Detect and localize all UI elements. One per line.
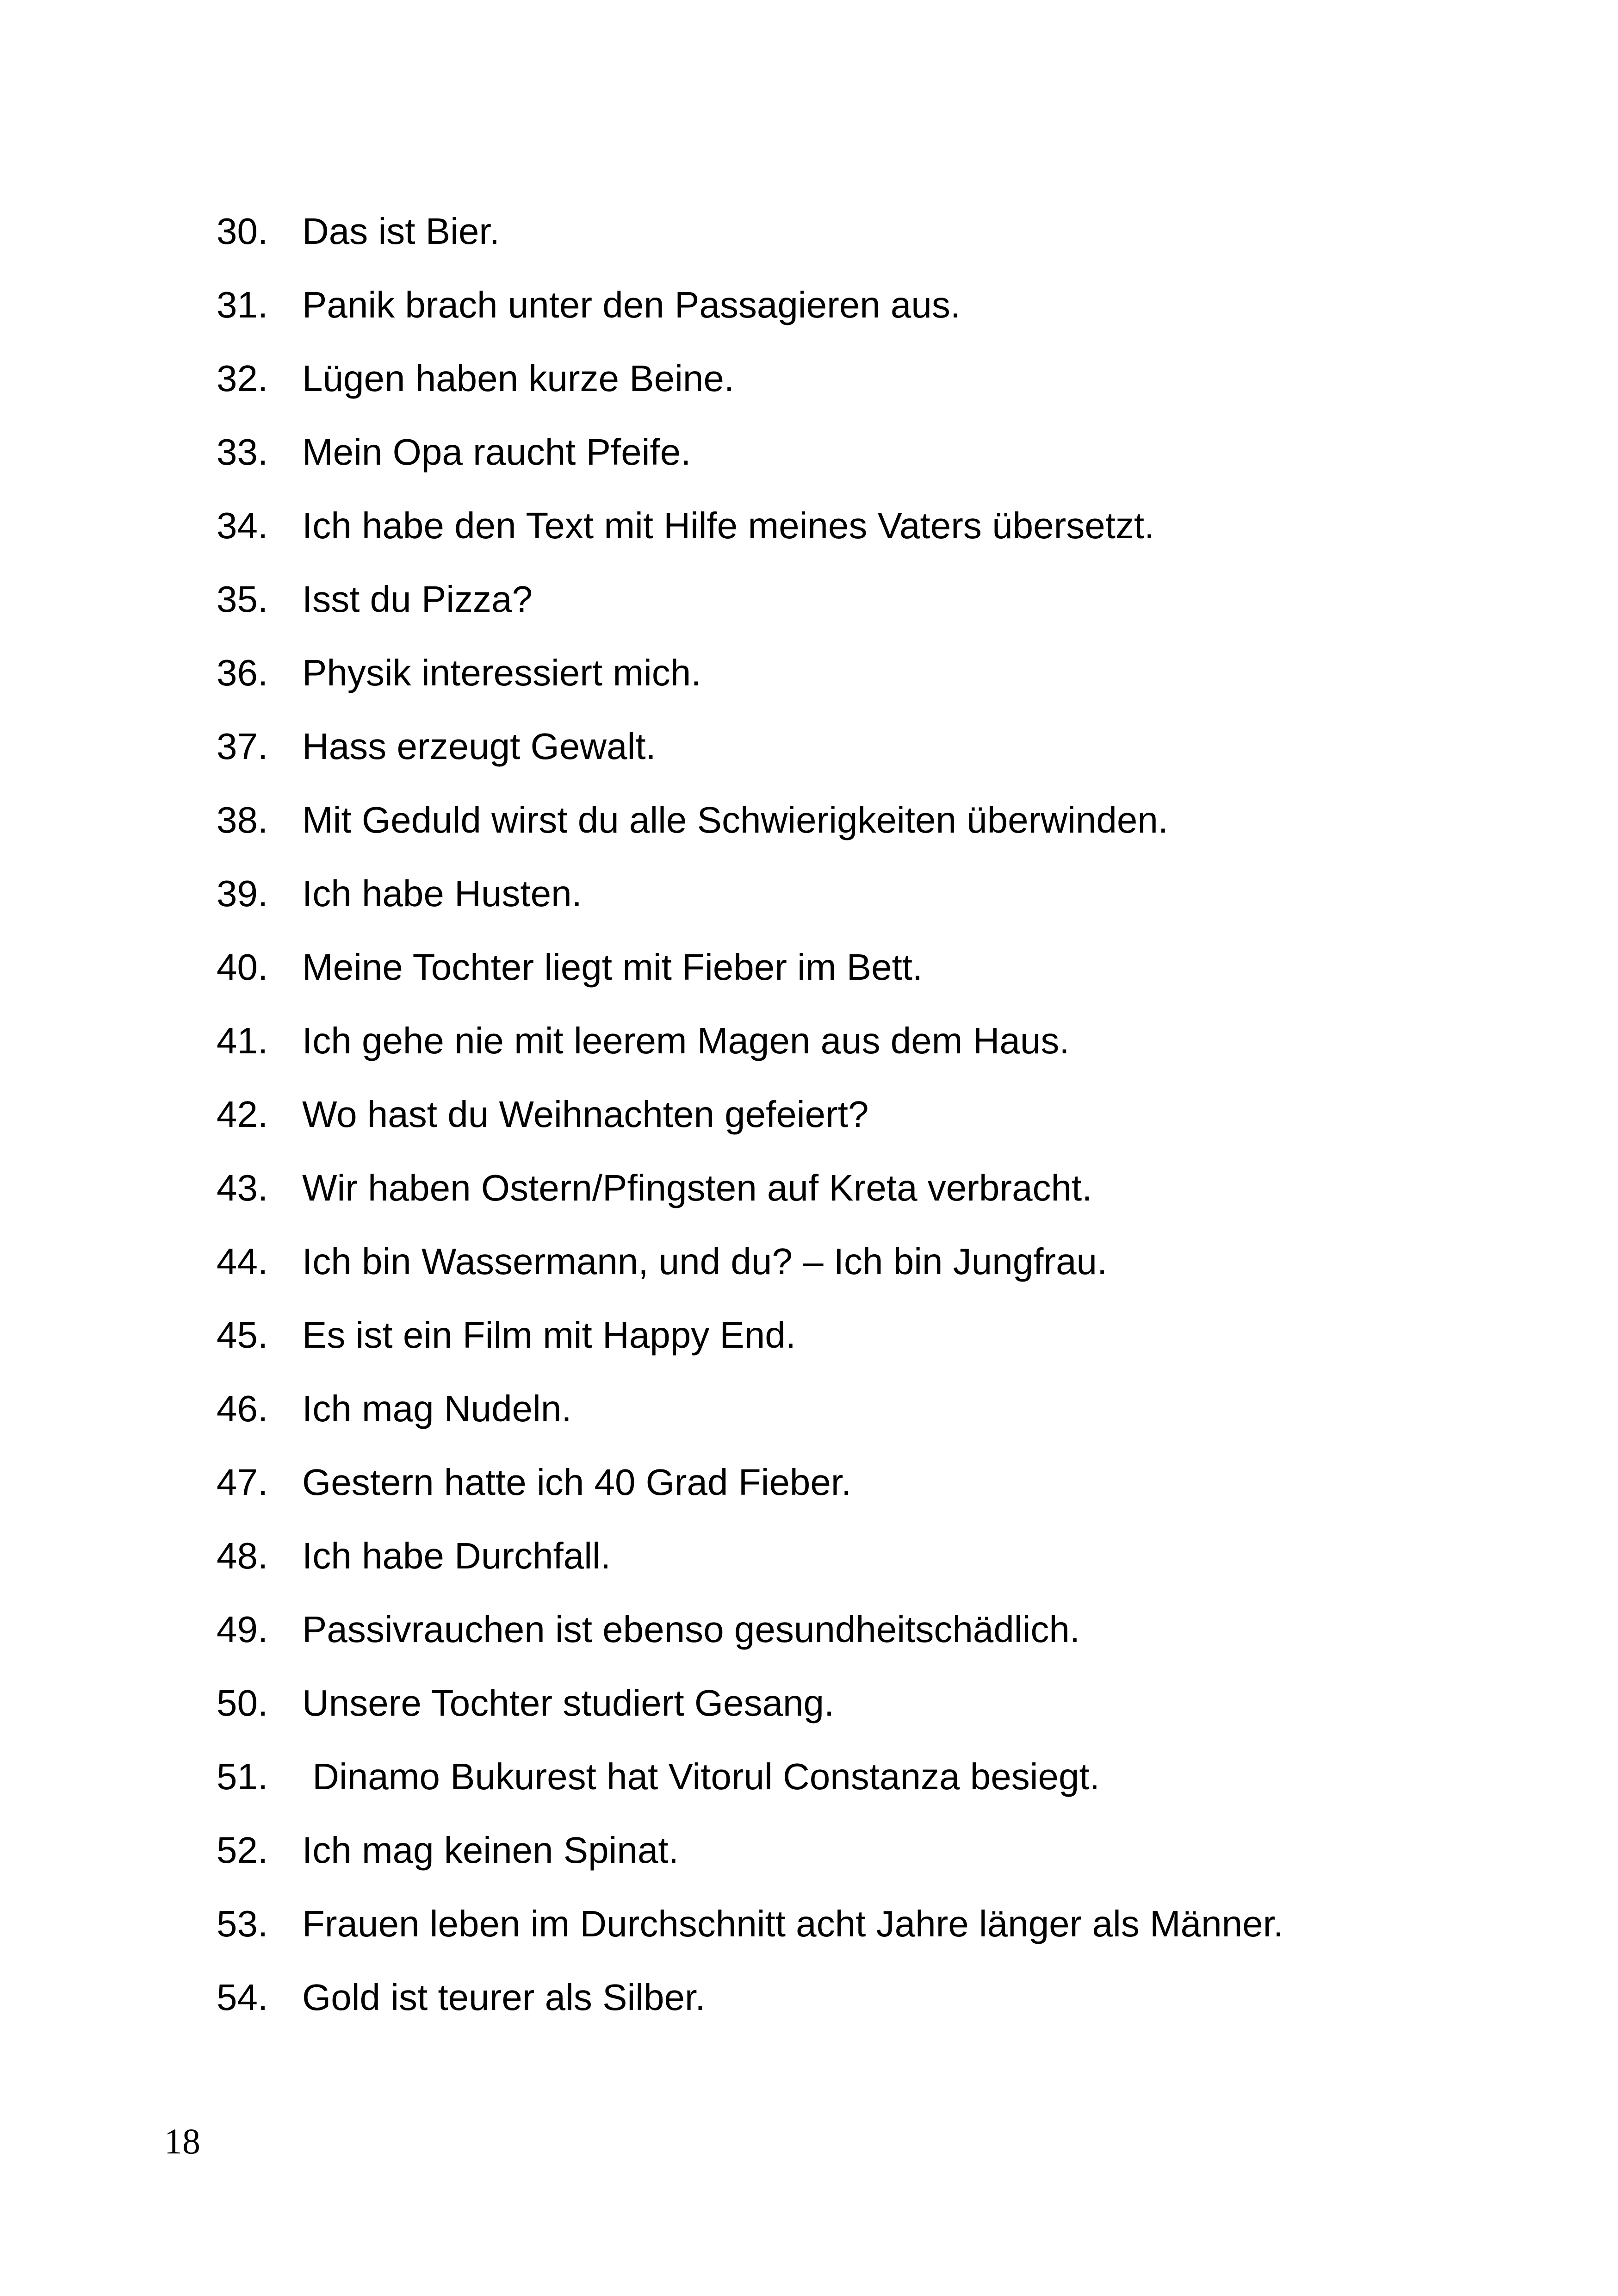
list-item [217,1151,1512,1225]
item-number: 39. [217,873,268,914]
item-text: Frauen leben im Durchschnitt acht Jahre länger als Männer. [302,1903,1284,1944]
item-number: 48. [217,1535,268,1576]
sentence-list [217,194,1512,2034]
item-number: 31. [217,284,268,325]
item-text: Lügen haben kurze Beine. [302,358,735,399]
item-number: 47. [217,1462,268,1503]
item-text: Dinamo Bukurest hat Vitorul Constanza besiegt. [302,1756,1100,1797]
item-number: 54. [217,1977,268,2018]
item-number: 34. [217,505,268,546]
item-text: Gestern hatte ich 40 Grad Fieber. [302,1462,852,1503]
item-number: 40. [217,946,268,988]
list-item [217,857,1512,930]
item-text: Es ist ein Film mit Happy End. [302,1314,796,1356]
item-number: 51. [217,1756,268,1797]
list-item [217,1004,1512,1077]
list-item [217,783,1512,857]
item-number: 38. [217,799,268,840]
item-number: 49. [217,1609,268,1650]
list-item [217,1813,1512,1887]
list-item [217,1593,1512,1666]
item-text: Mit Geduld wirst du alle Schwierigkeiten überwinden. [302,799,1169,840]
item-text: Ich habe Husten. [302,873,582,914]
list-item [217,1887,1512,1960]
item-number: 42. [217,1094,268,1135]
list-item [217,415,1512,489]
list-item [217,1298,1512,1372]
item-number: 52. [217,1829,268,1871]
item-number: 53. [217,1903,268,1944]
item-text: Panik brach unter den Passagieren aus. [302,284,961,325]
item-text: Wir haben Ostern/Pfingsten auf Kreta verbracht. [302,1167,1092,1208]
item-text: Ich mag keinen Spinat. [302,1829,679,1871]
list-item [217,1077,1512,1151]
item-number: 50. [217,1682,268,1724]
list-item [217,268,1512,342]
item-text: Ich gehe nie mit leerem Magen aus dem Haus. [302,1020,1070,1061]
list-item [217,1225,1512,1298]
item-text: Das ist Bier. [302,211,500,252]
item-text: Isst du Pizza? [302,579,533,620]
list-item [217,1960,1512,2034]
page-number: 18 [164,2121,200,2161]
item-text: Hass erzeugt Gewalt. [302,726,656,767]
item-text: Meine Tochter liegt mit Fieber im Bett. [302,946,923,988]
item-text: Gold ist teurer als Silber. [302,1977,706,2018]
item-text: Physik interessiert mich. [302,652,701,693]
list-item [217,342,1512,415]
item-number: 44. [217,1241,268,1282]
item-number: 30. [217,211,268,252]
item-text: Ich mag Nudeln. [302,1388,572,1429]
list-item [217,930,1512,1004]
item-number: 33. [217,431,268,473]
list-item [217,1666,1512,1740]
item-number: 32. [217,358,268,399]
item-text: Unsere Tochter studiert Gesang. [302,1682,835,1724]
item-text: Ich bin Wassermann, und du? – Ich bin Jungfrau. [302,1241,1108,1282]
item-text: Wo hast du Weihnachten gefeiert? [302,1094,869,1135]
item-number: 46. [217,1388,268,1429]
list-item [217,709,1512,783]
list-item [217,489,1512,562]
list-item [217,194,1512,268]
item-text: Ich habe Durchfall. [302,1535,611,1576]
list-item [217,1740,1512,1813]
item-number: 41. [217,1020,268,1061]
item-text: Ich habe den Text mit Hilfe meines Vaters übersetzt. [302,505,1155,546]
list-item [217,562,1512,636]
list-item [217,636,1512,709]
list-item [217,1372,1512,1445]
item-number: 36. [217,652,268,693]
item-number: 37. [217,726,268,767]
list-item [217,1519,1512,1593]
item-number: 45. [217,1314,268,1356]
item-text: Mein Opa raucht Pfeife. [302,431,691,473]
item-text: Passivrauchen ist ebenso gesundheitschädlich. [302,1609,1080,1650]
item-number: 43. [217,1167,268,1208]
item-number: 35. [217,579,268,620]
list-item [217,1445,1512,1519]
